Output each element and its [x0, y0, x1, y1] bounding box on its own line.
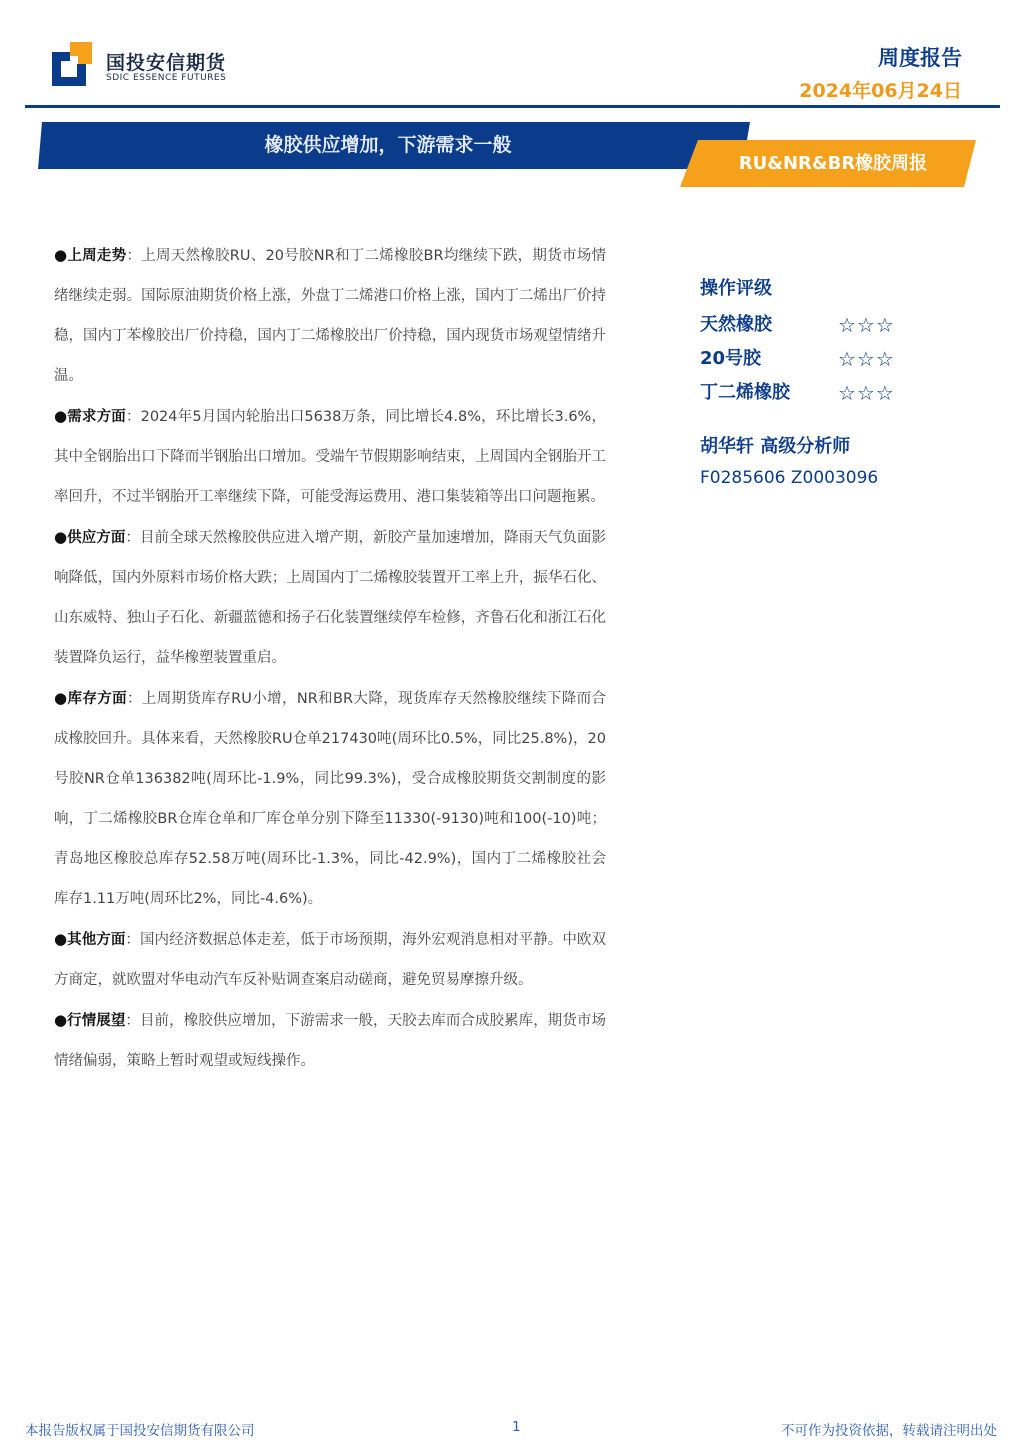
- bullet-icon: ●: [54, 246, 68, 264]
- analyst-name: 胡华轩 高级分析师: [700, 436, 851, 457]
- footer-disclaimer: 不可作为投资依据，转载请注明出处: [781, 1423, 997, 1439]
- bullet-icon: ●: [54, 528, 68, 546]
- report-subtitle: RU&NR&BR橡胶周报: [738, 153, 928, 174]
- paragraph-last-week: [54, 235, 606, 396]
- logo-text-cn: 国投安信期货: [106, 52, 227, 74]
- analyst-license: F0285606 Z0003096: [700, 468, 879, 488]
- paragraph-heading: 上周走势: [67, 248, 127, 264]
- title-banner: [38, 122, 750, 169]
- header-divider: [25, 105, 1000, 108]
- rating-product: 丁二烯橡胶: [700, 382, 790, 403]
- paragraph-heading: 库存方面: [67, 691, 127, 707]
- paragraph-heading: 需求方面: [67, 409, 126, 425]
- paragraph-text: ：目前，橡胶供应增加，下游需求一般，天胶去库而合成胶累库，期货市场情绪偏弱，策略上暂时观望或短线操作。: [54, 1013, 606, 1069]
- paragraph-outlook: [54, 1000, 606, 1081]
- operation-rating: [700, 274, 960, 410]
- logo-text-en: SDIC ESSENCE FUTURES: [106, 73, 227, 83]
- paragraph-supply: [54, 517, 606, 678]
- rating-stars: ☆☆☆: [838, 347, 895, 371]
- company-logo: [52, 42, 232, 90]
- bullet-icon: ●: [54, 407, 68, 425]
- paragraph-text: ：2024年5月国内轮胎出口5638万条，同比增长4.8%，环比增长3.6%，其中全钢胎出口下降而半钢胎出口增加。受端午节假期影响结束，上周国内全钢胎开工率回升，不过半钢胎开工率继续下降，可能受海运费用、港口集装箱等出口问题拖累。: [54, 409, 607, 505]
- bullet-icon: ●: [54, 930, 68, 948]
- paragraph-inventory: [54, 678, 606, 919]
- paragraph-heading: 供应方面: [67, 530, 126, 546]
- report-type: 周度报告: [878, 46, 962, 70]
- paragraph-heading: 其他方面: [67, 932, 126, 948]
- report-body: [54, 235, 606, 1081]
- rating-row: [700, 342, 960, 376]
- footer-page-number: 1: [512, 1419, 521, 1435]
- rating-row: [700, 376, 960, 410]
- bullet-icon: ●: [54, 1011, 68, 1029]
- paragraph-text: ：上周期货库存RU小增，NR和BR大降，现货库存天然橡胶继续下降而合成橡胶回升。具体来看，天然橡胶RU仓单217430吨(周环比0.5%，同比25.8%)，20号胶NR仓单136382吨(周环比-1.9%，同比99.3%)，受合成橡胶期货交割制度的影响，丁二烯橡胶BR仓库仓单和厂库仓单分别下降至11330(-9130)吨和100(-10)吨；青岛地区橡胶总库存52.58万吨(周环比-1.3%，同比-42.9%)，国内丁二烯橡胶社会库存1.11万吨(周环比2%，同比-4.6%)。: [54, 691, 607, 907]
- logo-mark-icon: [52, 42, 96, 86]
- report-date: 2024年06月24日: [799, 80, 962, 102]
- rating-title: 操作评级: [700, 278, 772, 299]
- paragraph-text: ：目前全球天然橡胶供应进入增产期，新胶产量加速增加，降雨天气负面影响降低，国内外原料市场价格大跌；上周国内丁二烯橡胶装置开工率上升，振华石化、山东威特、独山子石化、新疆蓝德和扬子石化装置继续停车检修，齐鲁石化和浙江石化装置降负运行，益华橡塑装置重启。: [54, 530, 606, 666]
- paragraph-text: ：国内经济数据总体走差，低于市场预期，海外宏观消息相对平静。中欧双方商定，就欧盟对华电动汽车反补贴调查案启动磋商，避免贸易摩擦升级。: [54, 932, 606, 988]
- bullet-icon: ●: [54, 689, 68, 707]
- rating-product: 天然橡胶: [700, 314, 772, 335]
- rating-row: [700, 308, 960, 342]
- paragraph-other: [54, 919, 606, 1000]
- rating-stars: ☆☆☆: [838, 313, 895, 337]
- paragraph-demand: [54, 396, 606, 517]
- paragraph-text: ：上周天然橡胶RU、20号胶NR和丁二烯橡胶BR均继续下跌，期货市场情绪继续走弱。国际原油期货价格上涨，外盘丁二烯港口价格上涨，国内丁二烯出厂价持稳，国内丁苯橡胶出厂价持稳，国内丁二烯橡胶出厂价持稳，国内现货市场观望情绪升温。: [54, 248, 606, 384]
- rating-product: 20号胶: [700, 348, 762, 369]
- footer-copyright: 本报告版权属于国投安信期货有限公司: [25, 1423, 255, 1439]
- report-title: 橡胶供应增加，下游需求一般: [264, 134, 512, 156]
- subtitle-banner: [680, 140, 976, 187]
- rating-stars: ☆☆☆: [838, 381, 895, 405]
- paragraph-heading: 行情展望: [67, 1013, 126, 1029]
